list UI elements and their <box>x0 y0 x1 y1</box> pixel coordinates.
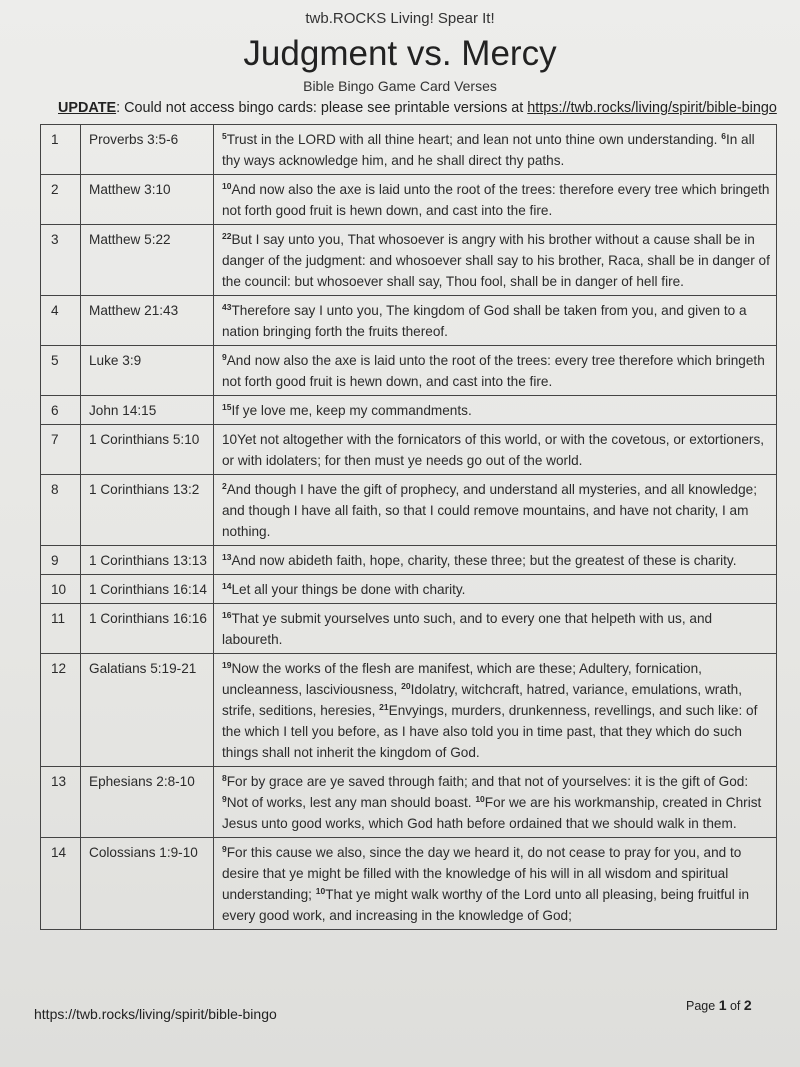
verse-text-segment: For by grace are ye saved through faith; and that not of yourselves: it is the gift of God: <box>226 774 749 789</box>
verse-text-segment: Therefore say I unto you, The kingdom of God shall be taken from you, and given to a nation bringing forth the fruits thereof. <box>222 303 747 339</box>
bible-bingo-link[interactable]: https://twb.rocks/living/spirit/bible-bingo <box>527 100 777 116</box>
verse-text <box>214 475 777 546</box>
verse-reference: Matthew 5:22 <box>81 225 214 296</box>
verse-text-segment: And now also the axe is laid unto the root of the trees: therefore every tree which bringeth not forth good fruit is hewn down, and cast into the fire. <box>222 182 770 218</box>
table-row <box>41 604 777 654</box>
verse-superscript: 20 <box>401 681 411 691</box>
verse-superscript: 9 <box>222 352 227 362</box>
verse-text <box>214 425 777 475</box>
verse-number: 6 <box>41 396 81 425</box>
verse-number: 12 <box>41 654 81 767</box>
verse-reference: John 14:15 <box>81 396 214 425</box>
verses-table-body <box>41 125 777 930</box>
verse-text-segment: And now abideth faith, hope, charity, these three; but the greatest of these is charity. <box>231 553 737 568</box>
verse-text-segment: And now also the axe is laid unto the root of the trees: every tree therefore which bringeth not forth good fruit is hewn down, and cast into the fire. <box>222 353 765 389</box>
verse-text <box>214 604 777 654</box>
verse-reference: Galatians 5:19-21 <box>81 654 214 767</box>
table-row <box>41 346 777 396</box>
verse-text-segment: For this cause we also, since the day we heard it, do not cease to pray for you, and to desire that ye might be filled with the knowledge of his will in all wisdom and spiritual understanding; <box>222 845 742 902</box>
verse-superscript: 5 <box>222 131 227 141</box>
verse-superscript: 6 <box>721 131 726 141</box>
verse-text-segment: Trust in the LORD with all thine heart; and lean not unto thine own understanding. <box>226 132 722 147</box>
verse-text-segment: For we are his workmanship, created in Christ Jesus unto good works, which God hath before ordained that we should walk in them. <box>222 795 762 831</box>
page-current: 1 <box>718 997 727 1013</box>
verse-superscript: 10 <box>222 181 232 191</box>
verse-superscript: 9 <box>222 794 227 804</box>
site-name: twb.ROCKS Living! Spear It! <box>305 10 495 27</box>
verse-text-segment: But I say unto you, That whosoever is angry with his brother without a cause shall be in danger of the judgment: and whosoever shall say to his brother, Raca, shall be in danger of the council: but whosoever shall say, Thou fool, shall be in danger of hell fire. <box>222 232 770 289</box>
verse-reference: Colossians 1:9-10 <box>81 838 214 930</box>
page-label: Page <box>686 999 716 1013</box>
verse-superscript: 2 <box>222 481 227 491</box>
verse-reference: 1 Corinthians 5:10 <box>81 425 214 475</box>
verse-superscript: 21 <box>379 702 389 712</box>
page-total: 2 <box>743 997 752 1013</box>
verse-reference: 1 Corinthians 13:13 <box>81 546 214 575</box>
table-row <box>41 396 777 425</box>
verse-text <box>214 654 777 767</box>
verse-number: 8 <box>41 475 81 546</box>
table-row <box>41 296 777 346</box>
verse-text <box>214 296 777 346</box>
verse-text <box>214 546 777 575</box>
verse-text-segment: Idolatry, witchcraft, hatred, variance, emulations, wrath, strife, seditions, heresies, <box>222 682 742 718</box>
verse-number: 2 <box>41 175 81 225</box>
verse-number: 7 <box>41 425 81 475</box>
table-row <box>41 654 777 767</box>
verse-reference: 1 Corinthians 16:16 <box>81 604 214 654</box>
footer-url[interactable]: https://twb.rocks/living/spirit/bible-bingo <box>34 1006 277 1022</box>
verse-number: 1 <box>41 125 81 175</box>
verse-superscript: 16 <box>222 610 232 620</box>
verse-superscript: 10 <box>315 886 326 896</box>
update-text: : Could not access bingo cards: please see printable versions at <box>116 100 528 116</box>
verse-text-segment: That ye submit yourselves unto such, and to every one that helpeth with us, and laboureth. <box>222 611 713 647</box>
verse-reference: 1 Corinthians 13:2 <box>81 475 214 546</box>
verse-number: 4 <box>41 296 81 346</box>
update-notice <box>58 100 777 116</box>
verse-text-segment: Let all your things be done with charity. <box>231 582 466 597</box>
verse-reference: Luke 3:9 <box>81 346 214 396</box>
verse-number: 5 <box>41 346 81 396</box>
verse-text-segment: And though I have the gift of prophecy, and understand all mysteries, and all knowledge; and though I have all faith, so that I could remove mountains, and have not charity, I am nothing. <box>222 482 757 539</box>
verse-reference: Matthew 21:43 <box>81 296 214 346</box>
verse-text-segment: If ye love me, keep my commandments. <box>231 403 472 418</box>
verse-superscript: 19 <box>222 660 232 670</box>
verse-number: 10 <box>41 575 81 604</box>
verse-text <box>214 396 777 425</box>
verse-text <box>214 575 777 604</box>
table-row <box>41 175 777 225</box>
verse-text-segment: Now the works of the flesh are manifest, which are these; Adultery, fornication, uncleanness, lasciviousness, <box>222 661 702 697</box>
verse-superscript: 14 <box>222 581 232 591</box>
verse-reference: 1 Corinthians 16:14 <box>81 575 214 604</box>
verse-reference: Ephesians 2:8-10 <box>81 767 214 838</box>
verse-number: 3 <box>41 225 81 296</box>
table-row <box>41 475 777 546</box>
verse-superscript: 9 <box>222 844 227 854</box>
table-row <box>41 425 777 475</box>
verse-text <box>214 225 777 296</box>
verses-table <box>40 124 777 930</box>
verse-text <box>214 346 777 396</box>
table-row <box>41 125 777 175</box>
page-subtitle: Bible Bingo Game Card Verses <box>303 78 497 94</box>
verse-superscript: 22 <box>222 231 232 241</box>
verse-number: 14 <box>41 838 81 930</box>
verse-text <box>214 767 777 838</box>
verse-superscript: 10 <box>475 794 485 804</box>
verse-superscript: 15 <box>222 402 232 412</box>
verse-superscript: 43 <box>222 302 232 312</box>
verse-text-segment: That ye might walk worthy of the Lord unto all pleasing, being fruitful in every good work, and increasing in the knowledge of God; <box>222 887 750 923</box>
table-row <box>41 546 777 575</box>
verse-superscript: 8 <box>222 773 227 783</box>
page-of: of <box>729 999 741 1013</box>
verse-number: 9 <box>41 546 81 575</box>
verse-reference: Matthew 3:10 <box>81 175 214 225</box>
page-number <box>686 997 752 1013</box>
verse-text <box>214 175 777 225</box>
verse-text <box>214 838 777 930</box>
table-row <box>41 225 777 296</box>
verse-text-segment: Not of works, lest any man should boast. <box>226 795 476 810</box>
update-label: UPDATE <box>58 100 117 116</box>
table-row <box>41 575 777 604</box>
verse-number: 13 <box>41 767 81 838</box>
verse-reference: Proverbs 3:5-6 <box>81 125 214 175</box>
verse-text <box>214 125 777 175</box>
verse-text-segment: Envyings, murders, drunkenness, revellings, and such like: of the which I tell you before, as I have also told you in time past, that they which do such things shall not inherit the kingdom of God. <box>222 703 758 760</box>
table-row <box>41 767 777 838</box>
page-title: Judgment vs. Mercy <box>243 34 557 73</box>
verse-text-segment: In all thy ways acknowledge him, and he shall direct thy paths. <box>222 132 755 168</box>
verse-text-segment: 10Yet not altogether with the fornicators of this world, or with the covetous, or extortioners, or with idolaters; for then must ye needs go out of the world. <box>222 432 765 468</box>
verse-superscript: 13 <box>222 552 232 562</box>
verse-number: 11 <box>41 604 81 654</box>
table-row <box>41 838 777 930</box>
